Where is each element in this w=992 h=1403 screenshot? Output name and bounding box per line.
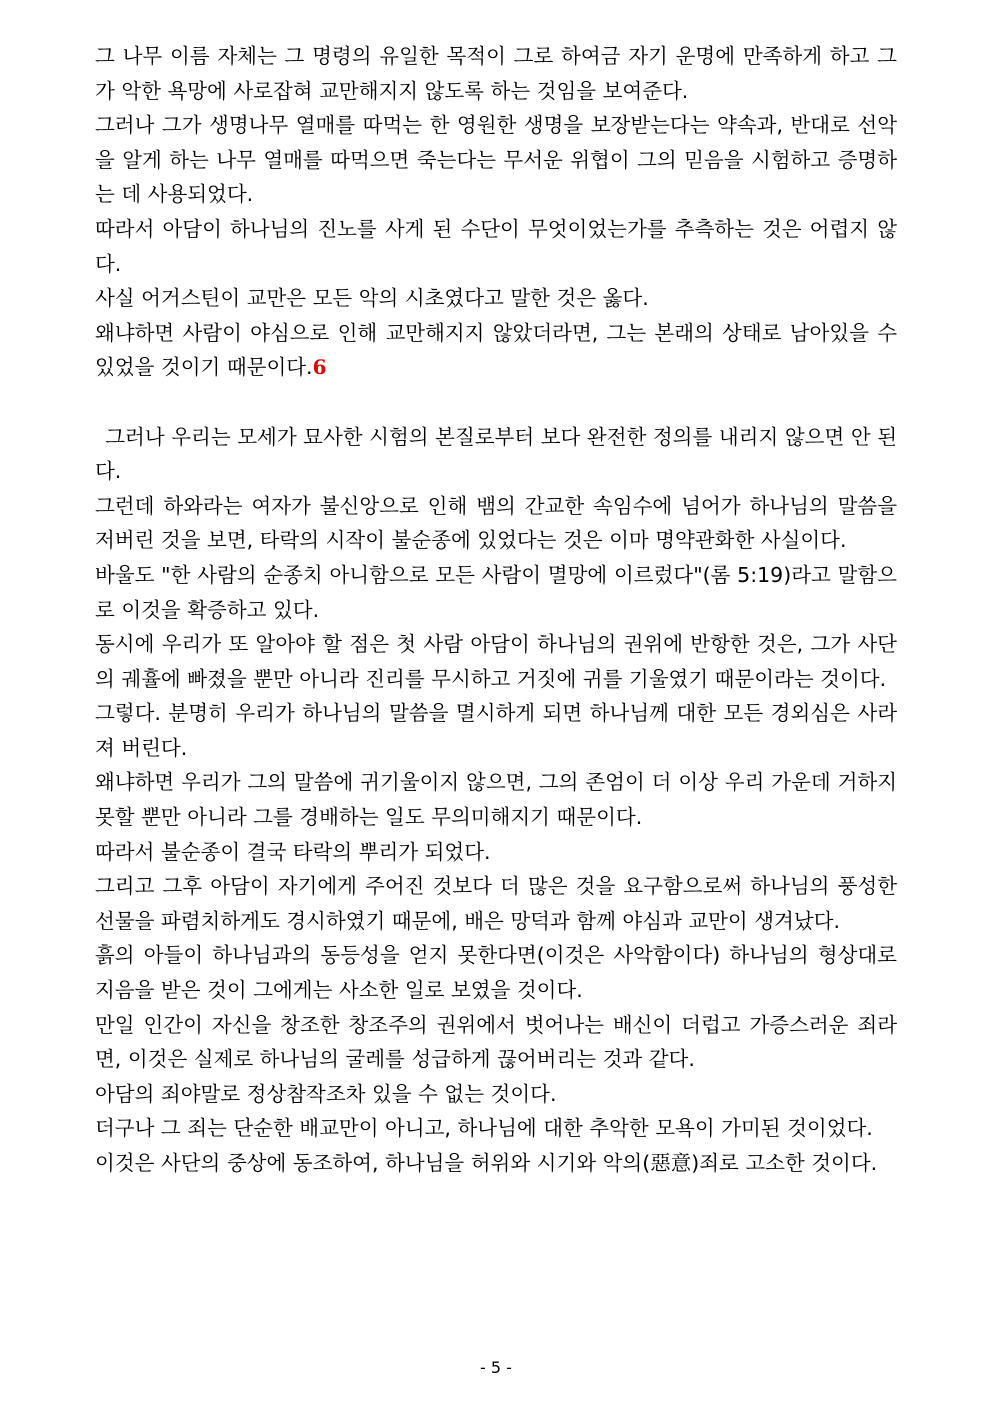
paragraph: 더구나 그 죄는 단순한 배교만이 아니고, 하나님에 대한 추악한 모욕이 가미된 것이었다. — [95, 1116, 873, 1141]
paragraph: 따라서 아담이 하나님의 진노를 사게 된 수단이 무엇이었는가를 추측하는 것은 어렵지 않다. — [95, 216, 897, 276]
paragraph: 그러나 그가 생명나무 열매를 따먹는 한 영원한 생명을 보장받는다는 약속과, 반대로 선악을 알게 하는 나무 열매를 따먹으면 죽는다는 무서운 위협이 그의 믿음을 시험하고 증명하는 데 사용되었다. — [95, 113, 897, 207]
paragraph: 그러나 우리는 모세가 묘사한 시험의 본질로부터 보다 완전한 정의를 내리지 않으면 안 된다. — [95, 424, 897, 484]
paragraph-gap — [95, 385, 897, 420]
paragraph: 이것은 사단의 중상에 동조하여, 하나님을 허위와 시기와 악의(惡意)죄로 고소한 것이다. — [95, 1151, 878, 1175]
paragraph: 그리고 그후 아담이 자기에게 주어진 것보다 더 많은 것을 요구함으로써 하나님의 풍성한 선물을 파렴치하게도 경시하였기 때문에, 배은 망덕과 함께 야심과 교만이 생겨났다. — [95, 874, 897, 933]
paragraph: 흙의 아들이 하나님과의 동등성을 얻지 못한다면(이것은 사악함이다) 하나님의 형상대로 지음을 받은 것이 그에게는 사소한 일로 보였을 것이다. — [95, 943, 897, 1003]
paragraph: 동시에 우리가 또 알아야 할 점은 첫 사람 아담이 하나님의 권위에 반항한 것은, 그가 사단의 궤휼에 빠졌을 뿐만 아니라 진리를 무시하고 거짓에 귀를 기울였기 때문이라는 것이다. — [95, 632, 897, 691]
paragraph: 왜냐하면 우리가 그의 말씀에 귀기울이지 않으면, 그의 존엄이 더 이상 우리 가운데 거하지 못할 뿐만 아니라 그를 경배하는 일도 무의미해지기 때문이다. — [95, 770, 897, 830]
paragraph: 그 나무 이름 자체는 그 명령의 유일한 목적이 그로 하여금 자기 운명에 만족하게 하고 그가 악한 욕망에 사로잡혀 교만해지지 않도록 하는 것임을 보여준다. — [95, 44, 897, 103]
paragraph: 바울도 "한 사람의 순종치 아니함으로 모든 사람이 멸망에 이르렀다"(롬 5:19)라고 말함으로 이것을 확증하고 있다. — [95, 562, 897, 622]
document-body — [95, 39, 897, 1181]
paragraph: 그렇다. 분명히 우리가 하나님의 말씀을 멸시하게 되면 하나님께 대한 모든 경외심은 사라져 버린다. — [95, 701, 897, 760]
paragraph-with-footnote — [95, 316, 897, 385]
paragraph: 사실 어거스틴이 교만은 모든 악의 시초였다고 말한 것은 옳다. — [95, 286, 649, 311]
paragraph: 그런데 하와라는 여자가 불신앙으로 인해 뱀의 간교한 속임수에 넘어가 하나님의 말씀을 저버린 것을 보면, 타락의 시작이 불순종에 있었다는 것은 이마 명약관화한 사실이다. — [95, 493, 897, 553]
paragraph: 따라서 불순종이 결국 타락의 뿌리가 되었다. — [95, 839, 491, 864]
page-number: - 5 - — [480, 1358, 512, 1377]
paragraph-text: 왜냐하면 사람이 야심으로 인해 교만해지지 않았더라면, 그는 본래의 상태로 남아있을 수 있었을 것이기 때문이다. — [95, 320, 897, 380]
paragraph: 아담의 죄야말로 정상참작조차 있을 수 없는 것이다. — [95, 1081, 557, 1106]
footnote-mark[interactable]: 6 — [312, 355, 327, 380]
paragraph: 만일 인간이 자신을 창조한 창조주의 권위에서 벗어나는 배신이 더럽고 가증스러운 죄라면, 이것은 실제로 하나님의 굴레를 성급하게 끊어버리는 것과 같다. — [95, 1012, 897, 1072]
